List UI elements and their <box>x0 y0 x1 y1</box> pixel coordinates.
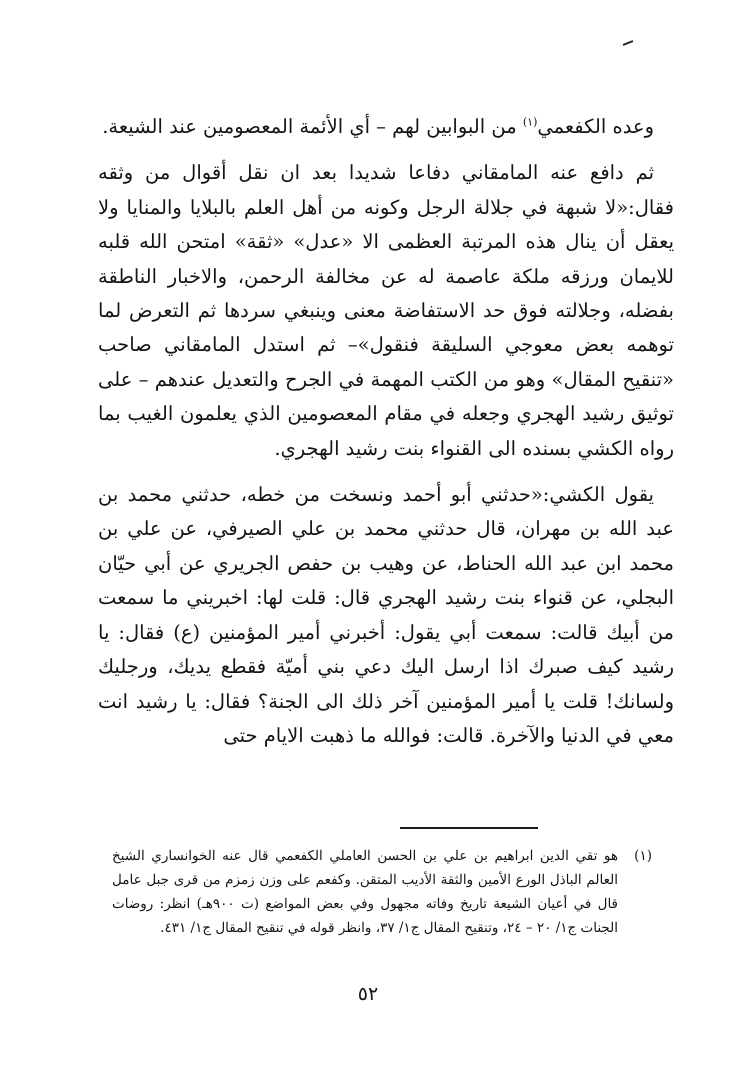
page-number: ٥٢ <box>357 983 379 1005</box>
footnote-divider <box>400 827 538 829</box>
footnote-text: هو تقي الدين ابراهيم بن علي بن الحسن العاملي الكفعمي قال عنه الخوانساري الشيخ العالم الباذل الورع الأمين والثقة الأديب المتقن. وكفعم على وزن زمزم من قرى جبل عامل قال في أعيان الشيعة تاريخ وفاته مجهول وفي بعض المواضع (ت ٩٠٠هـ) انظر: روضات الجنات ج١/ ٢٠ – ٢٤، وتنقيح المقال ج١/ ٣٧، وانظر قوله في تنقيح المقال ج١/ ٤٣١. <box>112 848 619 936</box>
paragraph-3: يقول الكشي:«حدثني أبو أحمد ونسخت من خطه، حدثني محمد بن عبد الله بن مهران، قال حدثني محمد بن علي الصيرفي، عن علي بن محمد ابن عبد الله الحناط، عن وهيب بن حفص الجريري عن أبي حيّان البجلي، عن قنواء بنت رشيد الهجري قال: قلت لها: اخبريني ما سمعت من أبيك قالت: سمعت أبي يقول: أخبرني أمير المؤمنين (ع) فقال: يا رشيد كيف صبرك اذا ارسل اليك دعي بني أميّة فقطع يديك، ورجليك ولسانك! قلت يا أمير المؤمنين آخر ذلك الى الجنة؟ فقال: يا رشيد انت معي في الدنيا والآخرة. قالت: فوالله ما ذهبت الايام حتى <box>98 483 674 747</box>
footnote-reference: (١) <box>522 115 538 129</box>
corner-mark <box>622 40 634 46</box>
paragraph-1-text-b: من البوابين لهم – أي الأئمة المعصومين عند الشيعة. <box>102 115 523 138</box>
footnote-marker: (١) <box>634 848 652 864</box>
main-text <box>98 110 674 753</box>
footnote <box>112 844 652 940</box>
paragraph-2: ثم دافع عنه المامقاني دفاعا شديدا بعد ان نقل أقوال من وثقه فقال:«لا شبهة في جلالة الرجل وكونه من أهل العلم بالبلايا والمنايا ولا يعقل أن ينال هذه المرتبة العظمى الا «عدل» «ثقة» امتحن الله قلبه للايمان ورزقه ملكة عاصمة له عن مخالفة الرحمن، والاخبار الناطقة بفضله، وجلالته فوق حد الاستفاضة معنى وينبغي سردها ثم التعرض لما توهمه بعض معوجي السليقة فنقول»– ثم استدل المامقاني صاحب «تنقيح المقال» وهو من الكتب المهمة في الجرح والتعديل عندهم – على توثيق رشيد الهجري وجعله في مقام المعصومين الذي يعلمون الغيب بما رواه الكشي بسنده الى القنواء بنت رشيد الهجري. <box>98 161 674 460</box>
paragraph-1-text-a: وعده الكفعمي <box>537 115 654 138</box>
paragraph-1 <box>98 110 674 144</box>
